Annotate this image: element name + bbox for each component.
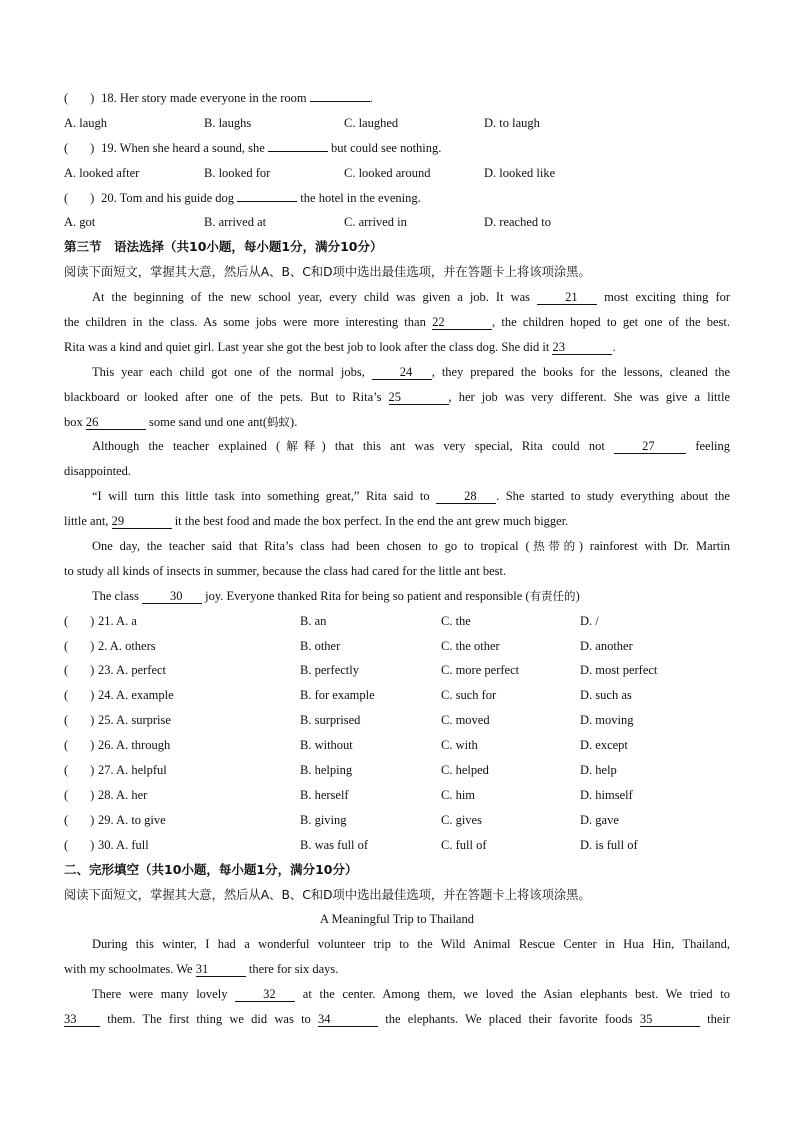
option-d: D. most perfect	[580, 663, 658, 678]
blank-24: 24	[372, 365, 432, 380]
blank-23: 23	[552, 340, 612, 355]
section-instruction: 阅读下面短文，掌握其大意，然后从A、B、C和D项中选出最佳选项，并在答题卡上将该项涂黑。	[64, 887, 591, 902]
option-c: C. with	[441, 738, 478, 753]
option-b: B. looked for	[204, 165, 271, 180]
answer-paren[interactable]: ( )	[64, 140, 95, 155]
option-b: B. herself	[300, 787, 349, 802]
grammar-question-27	[64, 758, 730, 783]
blank-34: 34	[318, 1012, 378, 1027]
blank-31: 31	[196, 962, 246, 977]
option-a: 30. A. full	[98, 837, 149, 852]
option-c: C. the	[441, 613, 471, 628]
blank-27: 27	[614, 439, 686, 454]
answer-paren[interactable]: ( )	[64, 613, 95, 628]
passage-line: There were many lovely 32 at the center. Among them, we loved the Asian elephants best. We tried to	[92, 987, 730, 1002]
option-c: C. arrived in	[344, 215, 407, 230]
answer-paren[interactable]: ( )	[64, 837, 95, 852]
passage-line: with my schoolmates. We 31 there for six days.	[64, 962, 339, 977]
grammar-question-21	[64, 609, 730, 634]
option-d: D. gave	[580, 812, 619, 827]
answer-paren[interactable]: ( )	[64, 738, 95, 753]
passage-line: “I will turn this little task into something great,” Rita said to 28 . She started to study everything about the	[92, 489, 730, 504]
answer-paren[interactable]: ( )	[64, 638, 95, 653]
passage-line: Although the teacher explained (解释) that this ant was very special, Rita could not 27 feeling	[92, 439, 731, 454]
grammar-question-25	[64, 708, 730, 733]
passage-line: blackboard or looked after one of the pets. But to Rita’s 25 , her job was very different. She was give a little	[64, 389, 731, 404]
blank-28: 28	[436, 489, 496, 504]
passage-line: box 26 some sand und one ant(蚂蚁).	[64, 414, 298, 429]
option-d: D. help	[580, 763, 617, 778]
option-c: C. moved	[441, 713, 490, 728]
passage-line: 33 them. The first thing we did was to 34 the elephants. We placed their favorite foods 35 their	[64, 1011, 731, 1026]
answer-paren[interactable]: ( )	[64, 713, 95, 728]
answer-blank	[237, 201, 297, 202]
option-d: D. /	[580, 613, 599, 628]
blank-30: 30	[142, 589, 202, 604]
grammar-question-22	[64, 634, 730, 659]
blank-33: 33	[64, 1012, 100, 1027]
question-stem: 19. When she heard a sound, she	[101, 140, 265, 155]
option-c: C. full of	[441, 837, 487, 852]
answer-paren[interactable]: ( )	[64, 91, 95, 105]
passage-line: the children in the class. As some jobs were more interesting than 22 , the children hoped to get one of the best.	[64, 315, 730, 330]
answer-blank	[268, 151, 328, 152]
option-d: D. moving	[580, 713, 634, 728]
option-b: B. for example	[300, 688, 375, 703]
blank-26: 26	[86, 415, 146, 430]
blank-21: 21	[537, 290, 597, 305]
answer-paren[interactable]: ( )	[64, 688, 95, 703]
option-c: C. laughed	[344, 115, 399, 130]
blank-32: 32	[235, 987, 295, 1002]
option-a: 27. A. helpful	[98, 763, 167, 778]
question-19: ( ) 19. When she heard a sound, she but could see nothing.	[64, 136, 730, 161]
exam-page	[64, 86, 730, 1032]
option-a: 26. A. through	[98, 738, 171, 753]
grammar-question-30	[64, 833, 730, 858]
option-b: B. helping	[300, 763, 353, 778]
passage-title: A Meaningful Trip to Thailand	[320, 912, 474, 927]
grammar-question-26	[64, 733, 730, 758]
option-b: B. giving	[300, 812, 347, 827]
option-b: B. without	[300, 738, 353, 753]
option-a: 21. A. a	[98, 613, 137, 628]
option-d: D. looked like	[484, 165, 556, 180]
option-c: C. helped	[441, 763, 489, 778]
question-19-options	[64, 161, 730, 186]
question-18: ( ) 18. Her story made everyone in the room .	[64, 86, 730, 111]
answer-paren[interactable]: ( )	[64, 812, 95, 827]
option-a: 28. A. her	[98, 787, 148, 802]
passage-line: little ant, 29 it the best food and made the box perfect. In the end the ant grew much bigger.	[64, 514, 569, 529]
grammar-question-24	[64, 683, 730, 708]
question-20-options	[64, 210, 730, 235]
option-a: 25. A. surprise	[98, 713, 171, 728]
option-d: D. reached to	[484, 215, 551, 230]
option-a: 2. A. others	[98, 638, 156, 653]
answer-paren[interactable]: ( )	[64, 663, 95, 678]
option-c: C. looked around	[344, 165, 431, 180]
option-b: B. arrived at	[204, 215, 267, 230]
question-stem: 20. Tom and his guide dog	[101, 190, 235, 205]
section-heading-grammar: 第三节 语法选择（共10小题，每小题1分，满分10分）	[64, 239, 383, 255]
answer-paren[interactable]: ( )	[64, 763, 95, 778]
option-a: A. got	[64, 215, 96, 230]
option-c: C. gives	[441, 812, 482, 827]
passage-line: One day, the teacher said that Rita’s class had been chosen to go to tropical (热带的) rainforest with Dr. Martin	[92, 539, 730, 554]
option-a: A. looked after	[64, 165, 140, 180]
option-a: 23. A. perfect	[98, 663, 167, 678]
option-d: D. another	[580, 638, 633, 653]
option-c: C. more perfect	[441, 663, 520, 678]
answer-paren[interactable]: ( )	[64, 190, 95, 205]
option-a: 29. A. to give	[98, 812, 166, 827]
passage-line: The class 30 joy. Everyone thanked Rita for being so patient and responsible (有责任的)	[92, 588, 580, 603]
question-18-options	[64, 111, 730, 136]
passage-line: disappointed.	[64, 464, 132, 479]
option-c: C. him	[441, 787, 476, 802]
option-b: B. other	[300, 638, 341, 653]
question-20: ( ) 20. Tom and his guide dog the hotel in the evening.	[64, 186, 730, 211]
option-d: D. to laugh	[484, 115, 540, 130]
answer-blank	[310, 101, 370, 102]
option-b: B. was full of	[300, 837, 369, 852]
grammar-question-28	[64, 783, 730, 808]
option-b: B. perfectly	[300, 663, 360, 678]
answer-paren[interactable]: ( )	[64, 787, 95, 802]
question-stem: 18. Her story made everyone in the room	[101, 91, 307, 105]
section-instruction: 阅读下面短文，掌握其大意，然后从A、B、C和D项中选出最佳选项，并在答题卡上将该项涂黑。	[64, 265, 591, 280]
blank-35: 35	[640, 1012, 700, 1027]
option-d: D. himself	[580, 787, 633, 802]
option-b: B. laughs	[204, 115, 252, 130]
passage-line: This year each child got one of the normal jobs, 24 , they prepared the books for the lessons, cleaned the	[92, 364, 730, 379]
option-a: 24. A. example	[98, 688, 174, 703]
option-d: D. except	[580, 738, 628, 753]
option-c: C. such for	[441, 688, 497, 703]
option-b: B. surprised	[300, 713, 361, 728]
passage-line: At the beginning of the new school year, every child was given a job. It was 21 most exciting thing for	[92, 290, 731, 305]
option-d: D. such as	[580, 688, 632, 703]
blank-25: 25	[389, 390, 449, 405]
option-b: B. an	[300, 613, 327, 628]
option-a: A. laugh	[64, 115, 108, 130]
section-heading-cloze: 二、完形填空（共10小题，每小题1分，满分10分）	[64, 861, 358, 877]
grammar-question-23	[64, 658, 730, 683]
passage-line: to study all kinds of insects in summer, because the class had cared for the little ant best.	[64, 563, 507, 578]
passage-line: Rita was a kind and quiet girl. Last year she got the best job to look after the class dog. She did it 23 .	[64, 339, 616, 354]
blank-22: 22	[432, 315, 492, 330]
option-c: C. the other	[441, 638, 500, 653]
option-d: D. is full of	[580, 837, 638, 852]
passage-line: During this winter, I had a wonderful volunteer trip to the Wild Animal Rescue Center in Hua Hin, Thailand,	[92, 937, 730, 952]
blank-29: 29	[112, 514, 172, 529]
grammar-question-29	[64, 808, 730, 833]
